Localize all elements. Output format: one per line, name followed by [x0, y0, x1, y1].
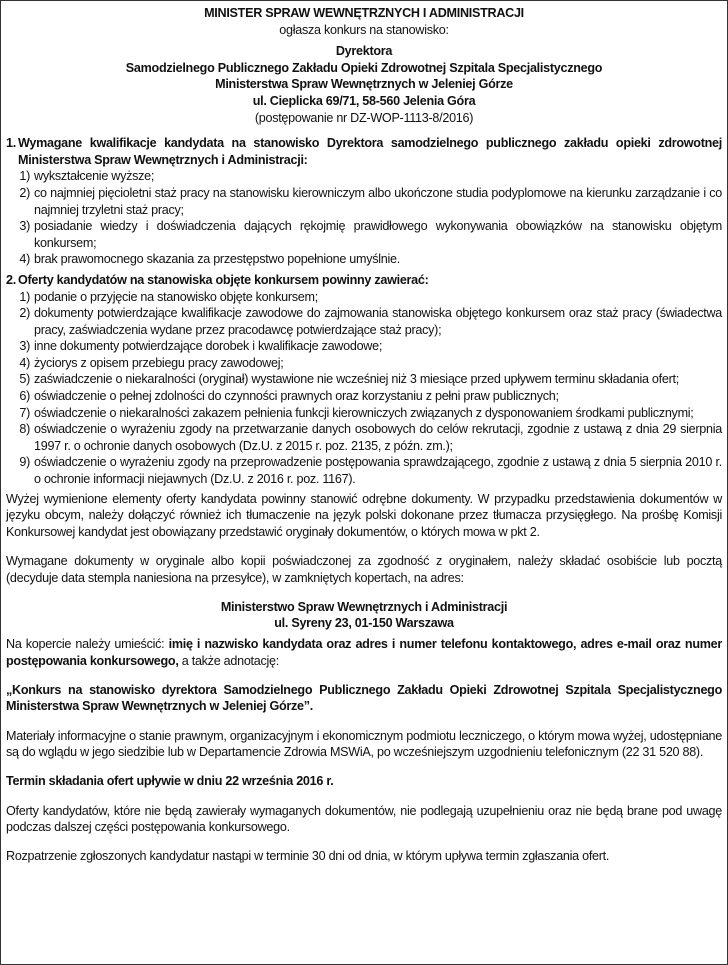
- list-item-number: 5): [19, 372, 30, 387]
- list-item-text: posiadanie wiedzy i doświadczenia dających rękojmię prawidłowego wykonywania obowiązków na stanowisku objętym konkursem;: [34, 219, 722, 250]
- list-item: [6, 338, 722, 355]
- announcement-title: MINISTER SPRAW WEWNĘTRZNYCH I ADMINISTRACJI: [204, 6, 524, 20]
- list-item-text: oświadczenie o pełnej zdolności do czynności prawnych oraz korzystaniu z pełni praw publicznych;: [34, 389, 559, 404]
- submission-address: [6, 599, 722, 632]
- list-item: [6, 185, 722, 218]
- list-item-number: 6): [19, 389, 30, 404]
- qualifications-list: [6, 168, 722, 268]
- list-item-text: co najmniej pięcioletni staż pracy na stanowisku kierowniczym albo ukończone studia podyplomowe na kierunku zarządzanie i co najmniej trzyletni staż pracy;: [34, 185, 722, 217]
- list-item: [6, 218, 722, 251]
- envelope-paragraph: [6, 636, 722, 669]
- list-item-number: 2): [19, 306, 30, 321]
- list-item-number: 1): [19, 289, 30, 304]
- list-item-text: oświadczenie o wyrażeniu zgody na przeprowadzenie postępowania sprawdzającego, zgodnie z ustawą z dnia 5 sierpnia 2010 r. o ochronie informacji niejawnych (Dz.U. z 2016 r. poz. 1167).: [34, 455, 722, 487]
- deadline-paragraph: Termin składania ofert upływie w dniu 22 września 2016 r.: [6, 774, 334, 789]
- list-item-text: inne dokumenty potwierdzające dorobek i kwalifikacje zawodowe;: [34, 339, 383, 354]
- list-item-number: 9): [19, 455, 30, 470]
- section-offer-contents: [6, 272, 722, 488]
- list-item: [6, 289, 722, 306]
- list-item: [6, 305, 722, 338]
- section-number: 1.: [6, 136, 16, 151]
- position-line-2: Samodzielnego Publicznego Zakładu Opieki Zdrowotnej Szpitala Specjalistycznego: [125, 60, 603, 75]
- position-line-1: Dyrektora: [335, 44, 393, 59]
- list-item-number: 2): [19, 185, 30, 200]
- section-title-qualifications: [6, 135, 722, 168]
- list-item: [6, 405, 722, 422]
- section-title-text: Wymagane kwalifikacje kandydata na stanowisko Dyrektora samodzielnego publicznego zakładu opieki zdrowotnej Ministerstwa Spraw Wewnętrznych i Administracji:: [18, 136, 722, 167]
- list-item: [6, 454, 722, 487]
- envelope-annotation-intro: a także adnotację:: [178, 653, 279, 668]
- incomplete-offers-paragraph: Oferty kandydatów, które nie będą zawierały wymaganych dokumentów, nie podlegają uzupełnieniu oraz nie będą brane pod uwagę podczas dalszej części postępowania konkursowego.: [6, 803, 722, 835]
- list-item: [6, 371, 722, 388]
- list-item-text: podanie o przyjęcie na stanowisko objęte konkursem;: [34, 289, 318, 304]
- list-item-number: 3): [19, 339, 30, 354]
- case-number: (postępowanie nr DZ-WOP-1113-8/2016): [254, 110, 474, 125]
- section-title-text: Oferty kandydatów na stanowiska objęte konkursem powinny zawierać:: [18, 272, 429, 287]
- list-item: [6, 388, 722, 405]
- announcement-header: [6, 5, 722, 126]
- list-item-number: 4): [19, 252, 30, 267]
- list-item-number: 3): [19, 219, 30, 234]
- ministry-name: Ministerstwo Spraw Wewnętrznych i Administracji: [220, 599, 508, 614]
- list-item-number: 8): [19, 422, 30, 437]
- list-item: [6, 355, 722, 372]
- offer-contents-list: [6, 289, 722, 488]
- list-item-number: 7): [19, 405, 30, 420]
- list-item-text: dokumenty potwierdzające kwalifikacje zawodowe do zajmowania stanowiska objętego konkursem oraz staż pracy (świadectwa pracy, zaświadczenia wydane przez pracodawcę potwierdzające staż pracy);: [34, 306, 722, 337]
- separate-documents-paragraph: Wyżej wymienione elementy oferty kandydata powinny stanowić odrębne dokumenty. W przypadku przedstawienia dokumentów w języku obcym, należy dołączyć również ich tłumaczenie na język polski dokonane przez tłumacza przysięgłego. Na prośbę Komisji Konkursowej kandydat jest obowiązany przedstawić oryginały dokumentów, o których mowa w pkt 2.: [6, 491, 722, 539]
- section-title-offer-contents: [6, 272, 722, 289]
- list-item-text: zaświadczenie o niekaralności (oryginał) wystawione nie wcześniej niż 3 miesiące przed upływem terminu składania ofert;: [34, 372, 679, 387]
- hospital-address: ul. Cieplicka 69/71, 58-560 Jelenia Góra: [252, 93, 476, 108]
- list-item-text: oświadczenie o niekaralności zakazem pełnienia funkcji kierowniczych związanych z dysponowaniem środkami publicznymi;: [34, 405, 694, 420]
- list-item-number: 4): [19, 355, 30, 370]
- information-materials-paragraph: Materiały informacyjne o stanie prawnym, organizacyjnym i ekonomicznym podmiotu leczniczego, o którym mowa wyżej, udostępniane są do wglądu w jego siedzibie lub w Departamencie Zdrowia MSWiA, po wcześniejszym uzgodnieniu telefonicznym (22 31 520 88).: [6, 728, 722, 760]
- list-item-text: oświadczenie o wyrażeniu zgody na przetwarzanie danych osobowych do celów rekrutacji, zgodnie z ustawą z dnia 29 sierpnia 1997 r. o ochronie danych osobowych (Dz.U. z 2015 r. poz. 2135, z późn. zm.);: [34, 422, 722, 453]
- envelope-intro: Na kopercie należy umieścić:: [6, 636, 169, 651]
- section-qualifications: [6, 135, 722, 268]
- submission-paragraph: Wymagane dokumenty w oryginale albo kopii poświadczonej za zgodność z oryginałem, należy składać osobiście lub pocztą (decyduje data stempla naniesiona na przesyłce), w zamkniętych kopertach, na adres:: [6, 554, 722, 585]
- list-item-text: brak prawomocnego skazania za przestępstwo popełnione umyślnie.: [34, 252, 400, 267]
- section-number: 2.: [6, 272, 16, 287]
- announcement-subtitle: ogłasza konkurs na stanowisko:: [279, 22, 449, 37]
- envelope-annotation: „Konkurs na stanowisko dyrektora Samodzielnego Publicznego Zakładu Opieki Zdrowotnej Szpitala Specjalistycznego Ministerstwa Spraw Wewnętrznych w Jeleniej Górze”.: [6, 682, 722, 714]
- review-timeline-paragraph: Rozpatrzenie zgłoszonych kandydatur nastąpi w terminie 30 dni od dnia, w którym upływa termin zgłaszania ofert.: [6, 849, 610, 864]
- list-item-text: wykształcenie wyższe;: [34, 169, 155, 184]
- list-item: [6, 421, 722, 454]
- list-item: [6, 251, 722, 268]
- ministry-address: ul. Syreny 23, 01-150 Warszawa: [274, 616, 454, 631]
- list-item: [6, 168, 722, 185]
- list-item-number: 1): [19, 169, 30, 184]
- position-line-3: Ministerstwa Spraw Wewnętrznych w Jeleniej Górze: [215, 77, 513, 92]
- envelope-required-data: imię i nazwisko kandydata oraz adres i numer telefonu kontaktowego, adres e-mail oraz numer postępowania konkursowego,: [6, 636, 722, 668]
- list-item-text: życiorys z opisem przebiegu pracy zawodowej;: [34, 355, 284, 370]
